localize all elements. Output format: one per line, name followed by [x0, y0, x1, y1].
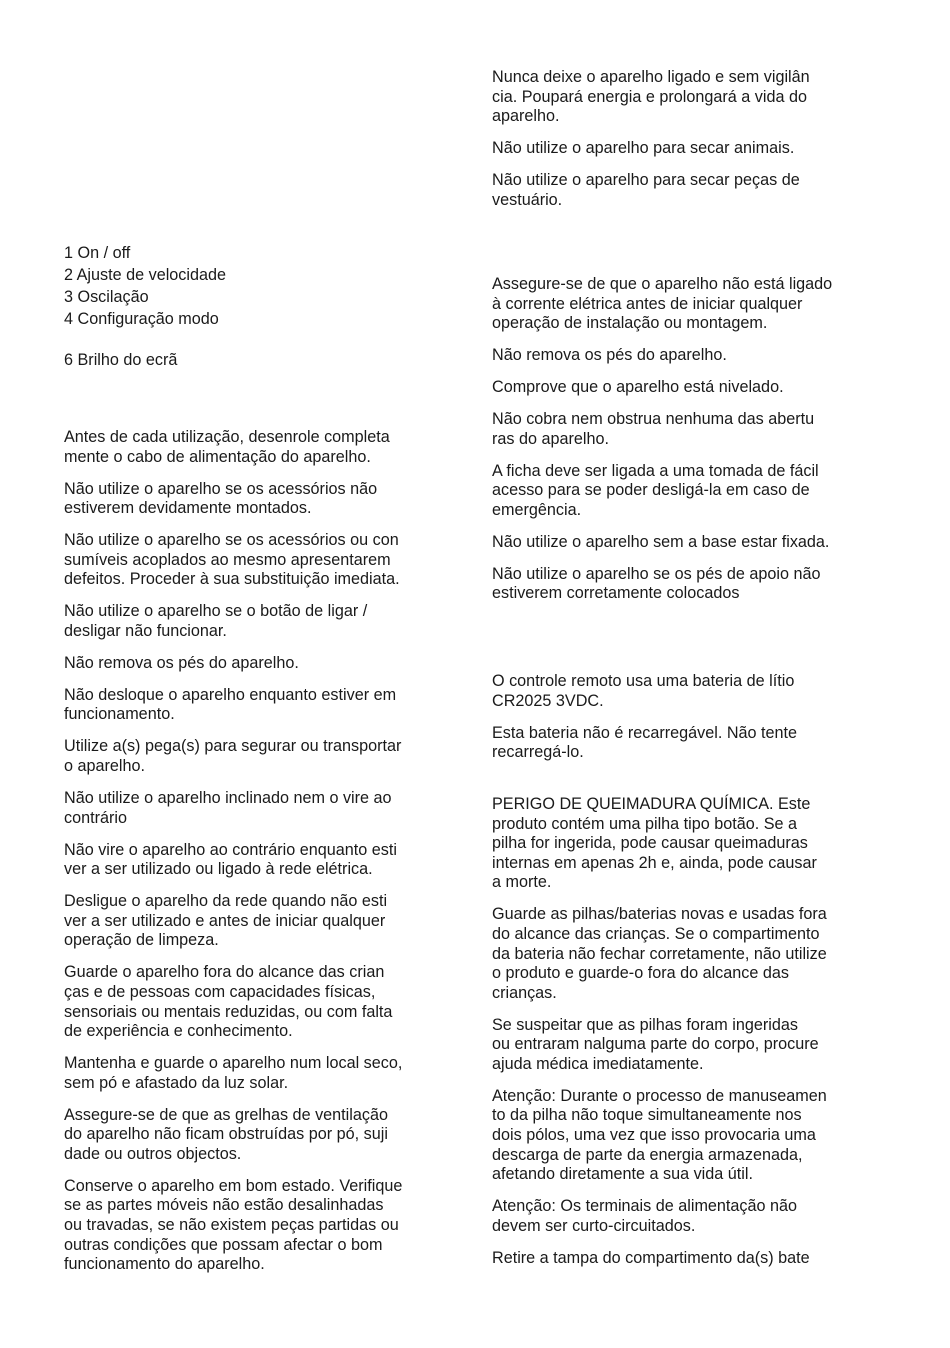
- right-usage-warnings: [492, 68, 892, 210]
- paragraph: Comprove que o aparelho está nivelado.: [492, 378, 784, 397]
- paragraph: Não cobra nem obstrua nenhuma das abertu ras do aparelho.: [492, 410, 815, 448]
- paragraph: Atenção: Durante o processo de manuseamen to da pilha não toque simultaneamente nos dois pólos, uma vez que isso provocaria uma descarga de parte da energia armazenada, afetando diretamente a sua vida útil.: [492, 1086, 827, 1184]
- control-item-oscillation: 3 Oscilação: [64, 288, 149, 306]
- paragraph: Assegure-se de que o aparelho não está ligado à corrente elétrica antes de iniciar qualquer operação de instalação ou montagem.: [492, 275, 833, 333]
- paragraph: Guarde o aparelho fora do alcance das crian ças e de pessoas com capacidades físicas, sensoriais ou mentais reduzidas, ou com falta de experiência e conhecimento.: [64, 963, 393, 1041]
- paragraph: Não utilize o aparelho se o botão de ligar / desligar não funcionar.: [64, 602, 368, 640]
- control-item-brightness-block: [64, 351, 464, 371]
- paragraph: Mantenha e guarde o aparelho num local seco, sem pó e afastado da luz solar.: [64, 1054, 403, 1092]
- paragraph: Nunca deixe o aparelho ligado e sem vigilân cia. Poupará energia e prolongará a vida do aparelho.: [492, 68, 810, 126]
- paragraph: Retire a tampa do compartimento da(s) bate: [492, 1248, 810, 1267]
- paragraph: Não utilize o aparelho se os pés de apoio não estiverem corretamente colocados: [492, 564, 821, 603]
- right-battery-danger: [492, 795, 892, 1268]
- paragraph: Não utilize o aparelho inclinado nem o vire ao contrário: [64, 789, 392, 827]
- paragraph: Guarde as pilhas/baterias novas e usadas fora do alcance das crianças. Se o compartimento da bateria não fechar corretamente, não utilize o produto e guarde-o fora do alcance das crianças.: [492, 905, 827, 1002]
- paragraph: Não vire o aparelho ao contrário enquanto esti ver a ser utilizado ou ligado à rede elétrica.: [64, 840, 397, 879]
- paragraph: Assegure-se de que as grelhas de ventilação do aparelho não ficam obstruídas por pó, suji dade ou outros objectos.: [64, 1105, 388, 1163]
- paragraph: Não desloque o aparelho enquanto estiver em funcionamento.: [64, 685, 397, 724]
- left-safety-instructions: [64, 428, 464, 1275]
- paragraph: Se suspeitar que as pilhas foram ingeridas ou entraram nalguma parte do corpo, procure ajuda médica imediatamente.: [492, 1015, 819, 1073]
- paragraph: Conserve o aparelho em bom estado. Verifique se as partes móveis não estão desalinhadas ou travadas, se não existem peças partidas ou outras condições que possam afectar o bom funcionamento do aparelho.: [64, 1176, 403, 1274]
- right-installation-instructions: [492, 275, 892, 604]
- paragraph: A ficha deve ser ligada a uma tomada de fácil acesso para se poder desligá-la em caso de emergência.: [492, 461, 819, 519]
- paragraph: Não utilize o aparelho para secar animais.: [492, 139, 795, 158]
- control-item-mode: 4 Configuração modo: [64, 310, 219, 328]
- control-item-brightness: 6 Brilho do ecrã: [64, 351, 178, 369]
- paragraph: Esta bateria não é recarregável. Não tente recarregá-lo.: [492, 723, 798, 762]
- paragraph: Não utilize o aparelho sem a base estar fixada.: [492, 532, 830, 551]
- paragraph: Não utilize o aparelho para secar peças de vestuário.: [492, 171, 800, 209]
- paragraph: Desligue o aparelho da rede quando não esti ver a ser utilizado e antes de iniciar qualquer operação de limpeza.: [64, 892, 388, 950]
- paragraph: PERIGO DE QUEIMADURA QUÍMICA. Este produto contém uma pilha tipo botão. Se a pilha for ingerida, pode causar queimaduras internas em apenas 2h e, ainda, pode causar a morte.: [492, 795, 817, 892]
- control-item-speed: 2 Ajuste de velocidade: [64, 266, 226, 284]
- paragraph: Utilize a(s) pega(s) para segurar ou transportar o aparelho.: [64, 737, 402, 776]
- paragraph: O controle remoto usa uma bateria de lítio CR2025 3VDC.: [492, 672, 795, 710]
- paragraph: Não remova os pés do aparelho.: [492, 346, 727, 365]
- paragraph: Antes de cada utilização, desenrole completa mente o cabo de alimentação do aparelho.: [64, 428, 390, 466]
- control-item-on-off: 1 On / off: [64, 244, 131, 262]
- paragraph: Atenção: Os terminais de alimentação não devem ser curto-circuitados.: [492, 1197, 798, 1235]
- controls-list: [64, 242, 464, 330]
- paragraph: Não utilize o aparelho se os acessórios não estiverem devidamente montados.: [64, 479, 378, 518]
- paragraph: Não remova os pés do aparelho.: [64, 653, 299, 672]
- paragraph: Não utilize o aparelho se os acessórios ou con sumíveis acoplados ao mesmo apresentarem defeitos. Proceder à sua substituição imediata.: [64, 531, 400, 589]
- right-battery-info: [492, 672, 892, 763]
